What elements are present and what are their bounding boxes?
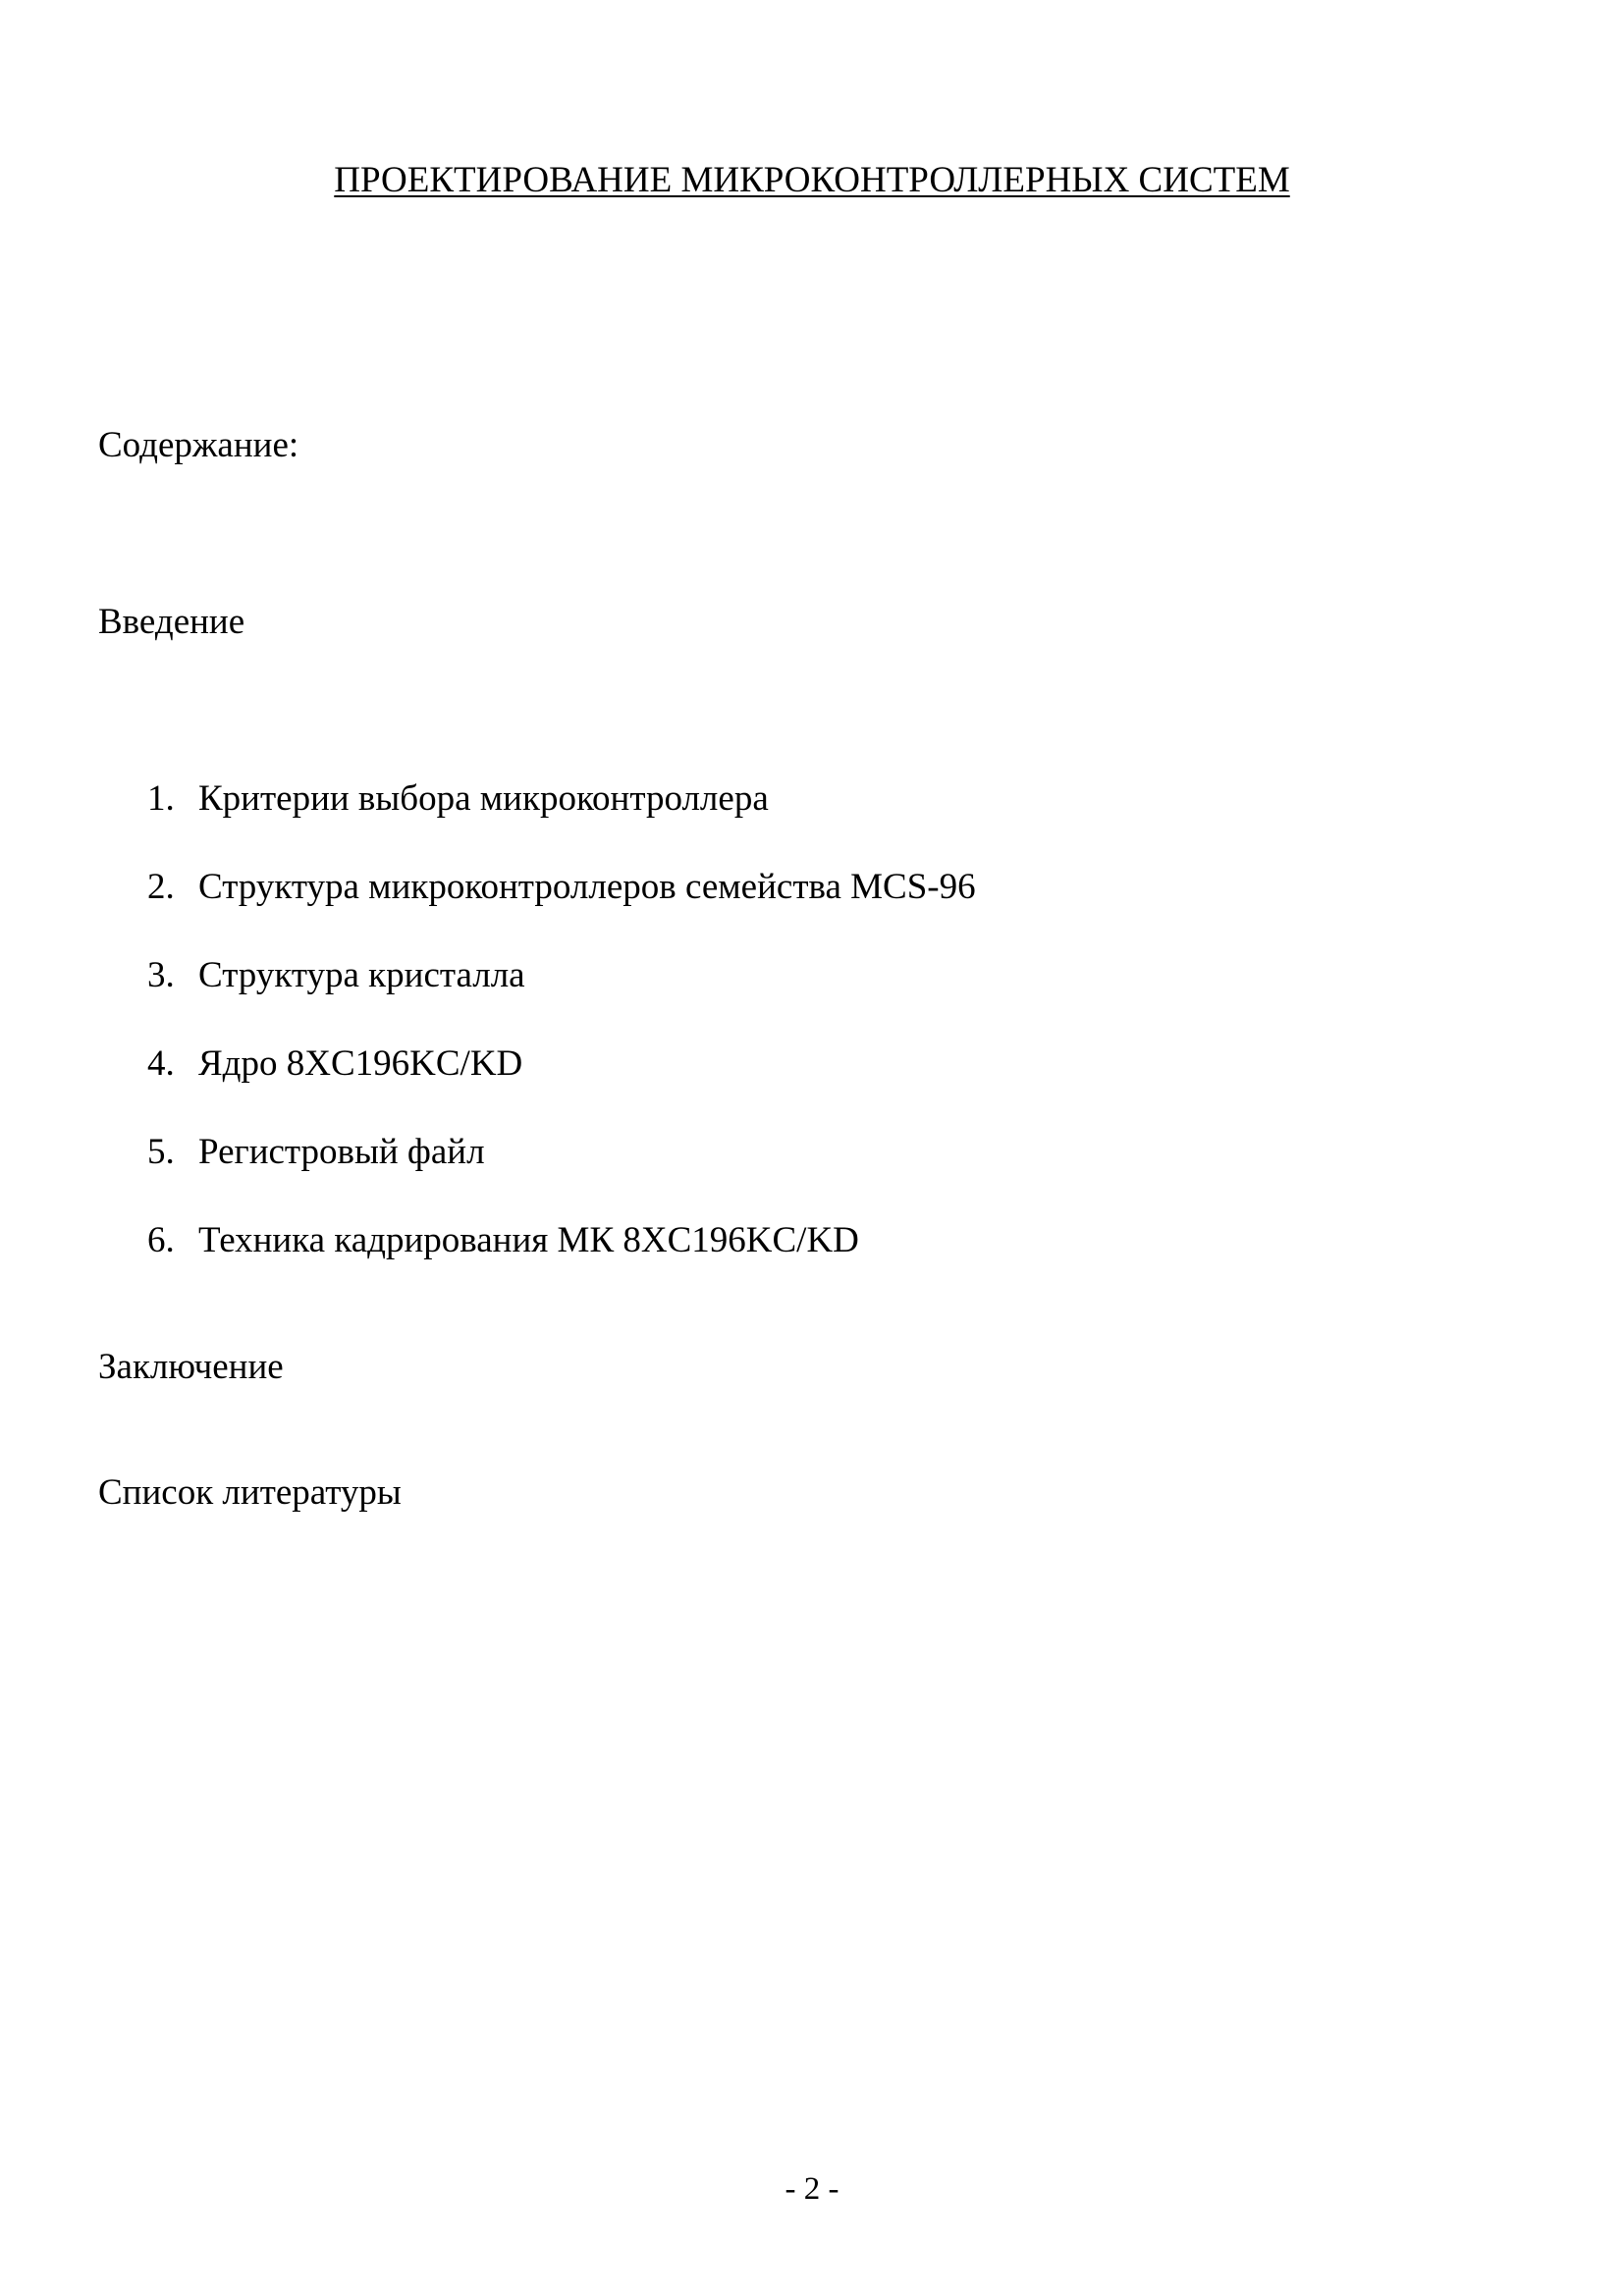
toc-item xyxy=(147,866,976,909)
contents-heading: Содержание: xyxy=(98,425,299,465)
toc-item xyxy=(147,1131,485,1174)
toc-item-label: Регистровый файл xyxy=(198,1132,485,1172)
toc-item-label: Структура кристалла xyxy=(198,955,525,995)
toc-item xyxy=(147,954,525,997)
toc-item-label: Критерии выбора микроконтроллера xyxy=(198,778,769,819)
toc-item-number: 2. xyxy=(147,867,175,907)
toc-item-number: 6. xyxy=(147,1220,175,1260)
toc-item-label: Структура микроконтроллеров семейства MCS-96 xyxy=(198,867,976,907)
toc-references: Список литературы xyxy=(98,1472,402,1513)
document-title: ПРОЕКТИРОВАНИЕ МИКРОКОНТРОЛЛЕРНЫХ СИСТЕМ xyxy=(334,160,1290,200)
toc-item-number: 5. xyxy=(147,1132,175,1172)
toc-item xyxy=(147,1219,859,1262)
toc-item-label: Ядро 8XC196KC/KD xyxy=(198,1043,523,1084)
toc-conclusion: Заключение xyxy=(98,1347,284,1387)
toc-introduction: Введение xyxy=(98,602,245,642)
toc-item-label: Техника кадрирования МК 8XC196KC/KD xyxy=(198,1220,859,1260)
page-number: - 2 - xyxy=(785,2171,839,2207)
toc-item-number: 1. xyxy=(147,778,175,819)
toc-item-number: 4. xyxy=(147,1043,175,1084)
toc-item-number: 3. xyxy=(147,955,175,995)
toc-item xyxy=(147,777,769,821)
toc-item xyxy=(147,1042,522,1086)
